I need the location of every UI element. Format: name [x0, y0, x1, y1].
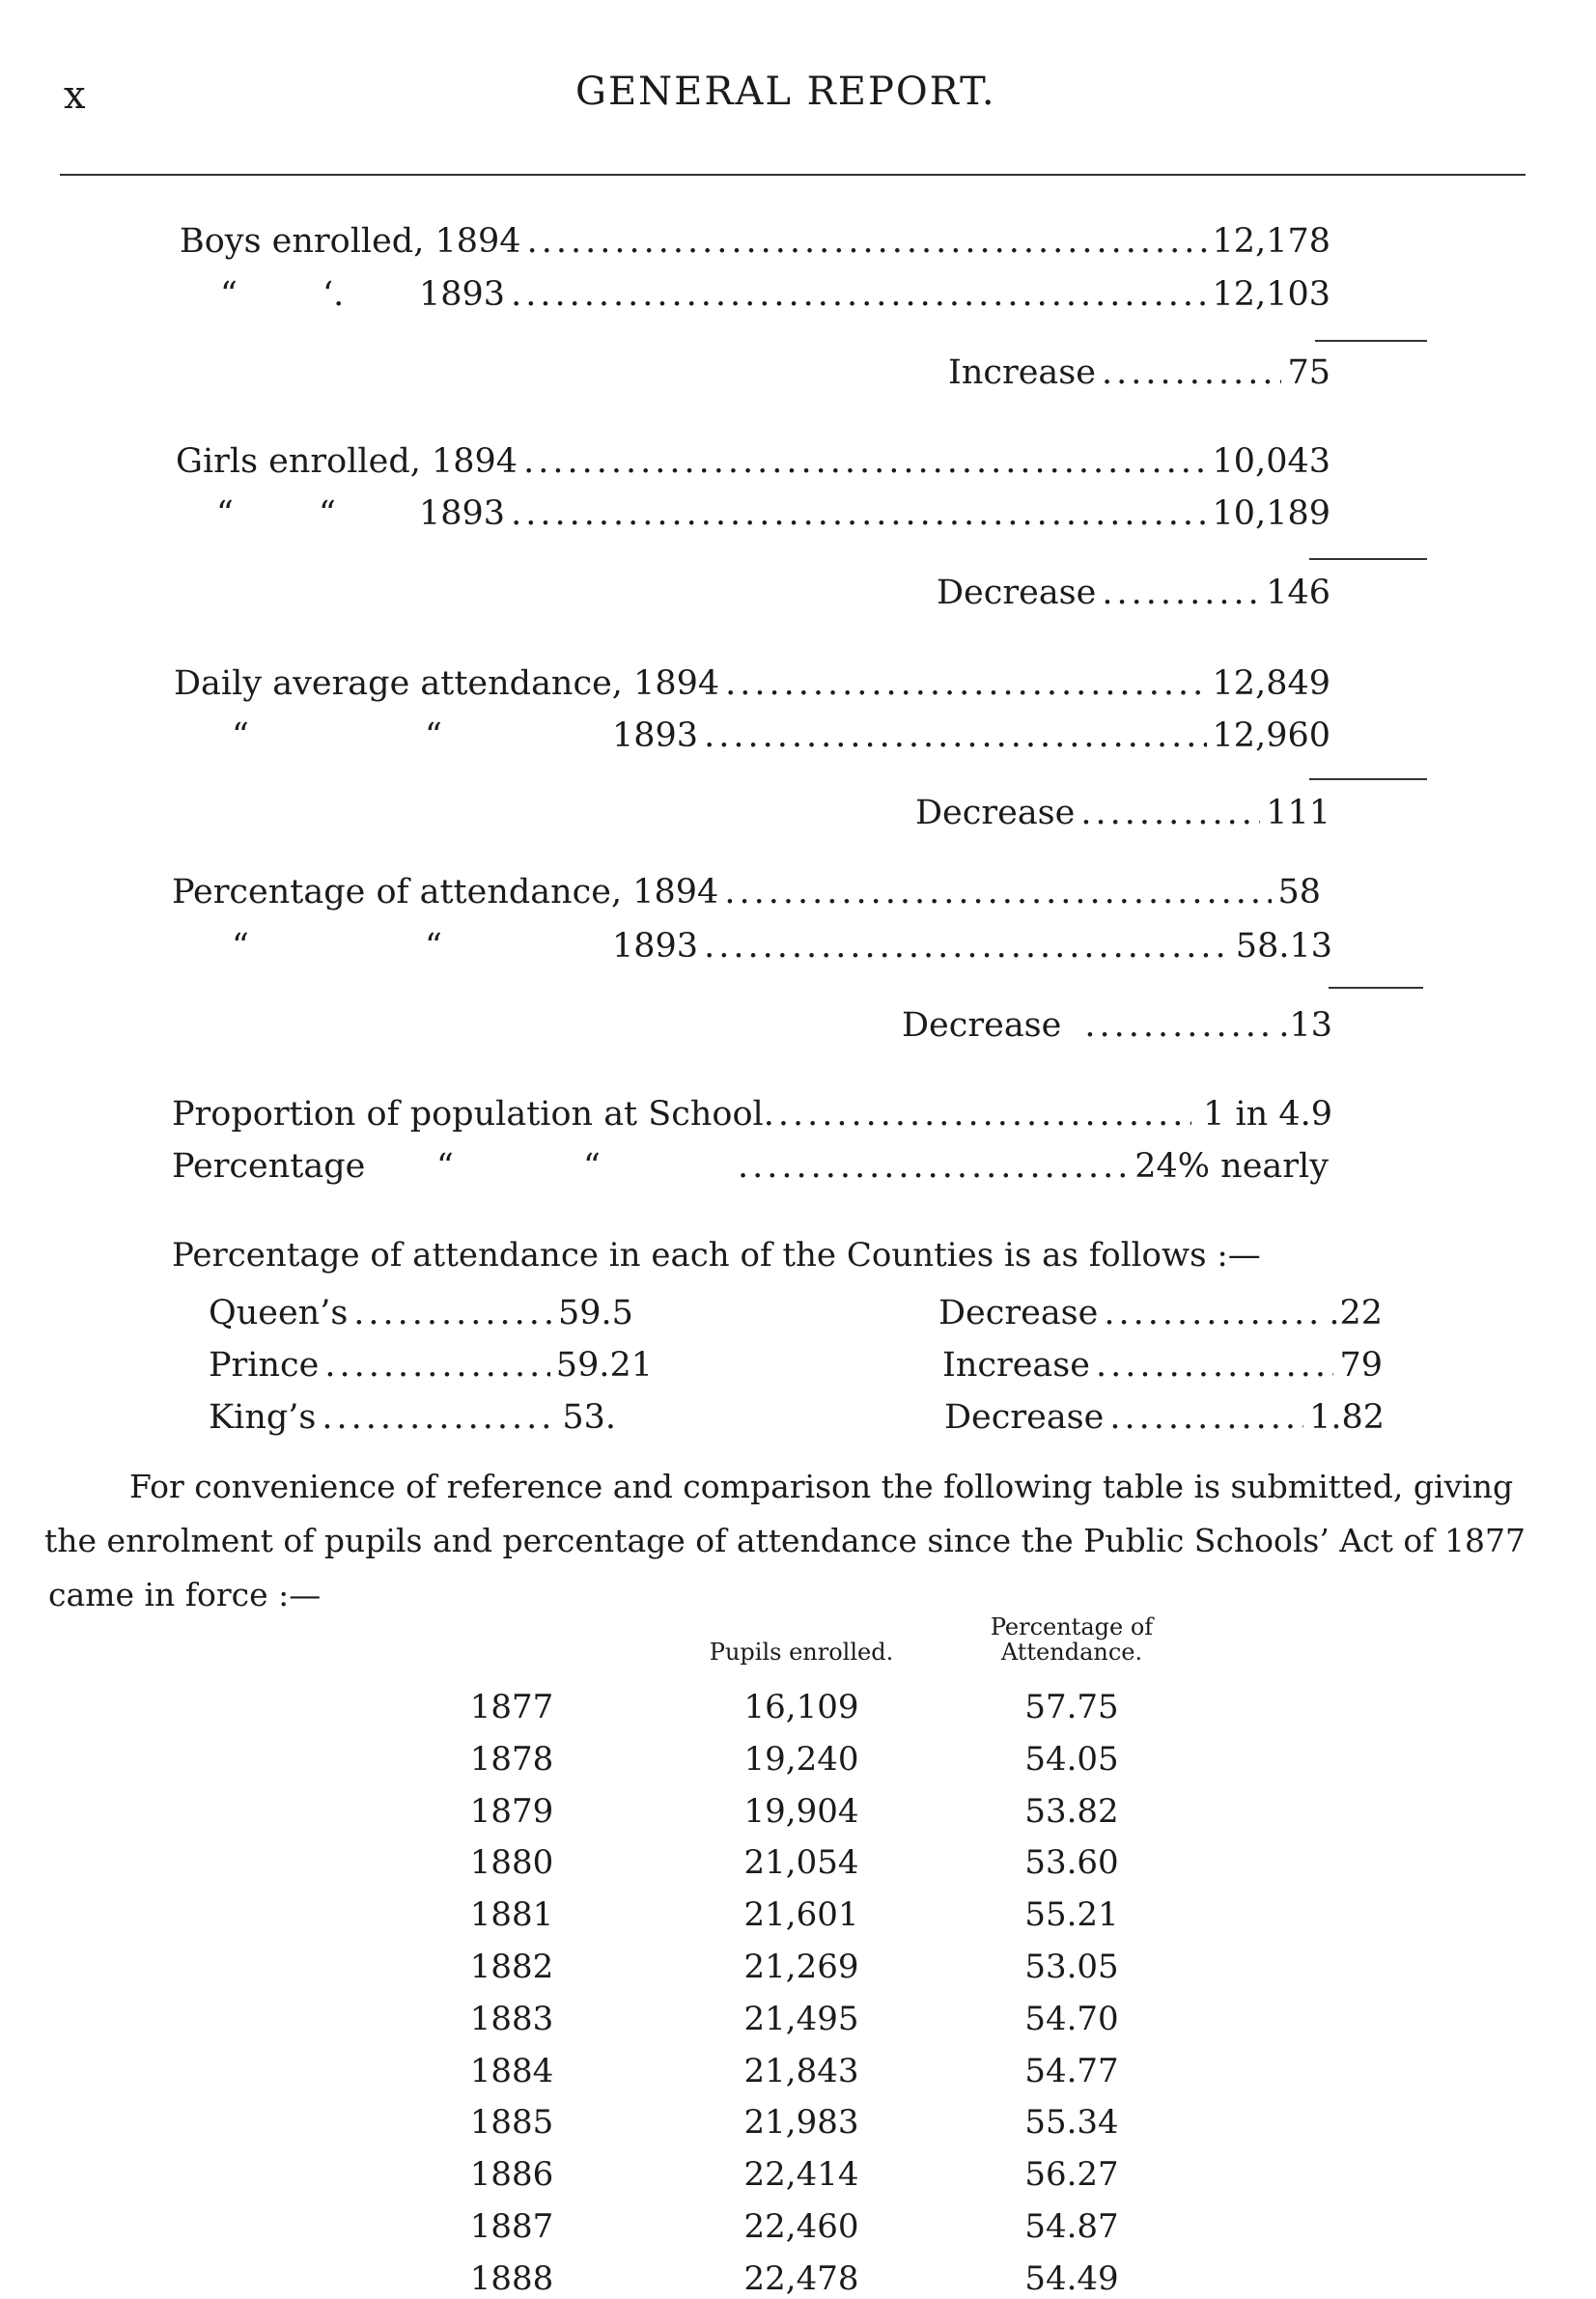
county-name: King’s	[209, 1398, 317, 1437]
row-pupils: 21,601	[743, 1895, 859, 1934]
boys-1894-value: 12,178	[1212, 222, 1330, 261]
row-percentage: 55.21	[1024, 1895, 1119, 1934]
county-value: 59.5	[558, 1294, 633, 1332]
ditto-mark: “	[319, 494, 336, 533]
ditto-mark: “	[425, 716, 442, 755]
ditto-mark: “	[232, 716, 249, 755]
ditto-mark: “	[232, 927, 249, 966]
sum-rule	[1315, 340, 1427, 342]
county-row-queens	[209, 1294, 645, 1332]
county-value: 59.21	[555, 1346, 653, 1385]
county-change-value: 1.82	[1309, 1398, 1385, 1437]
daily-year-1894: 1894	[633, 664, 720, 703]
page-number: x	[64, 73, 88, 118]
row-year: 1878	[469, 1740, 554, 1779]
county-change-label: Decrease	[938, 1294, 1099, 1332]
county-change-value: 79	[1339, 1346, 1383, 1385]
county-change-kings	[944, 1398, 1385, 1437]
row-year: 1883	[469, 2000, 554, 2038]
sum-rule	[1309, 558, 1427, 560]
girls-1894-value: 10,043	[1212, 442, 1330, 481]
boys-1893-value: 12,103	[1212, 275, 1330, 314]
daily-label: Daily average attendance,	[174, 664, 623, 703]
col-header-pupils: Pupils enrolled.	[709, 1639, 894, 1666]
proportion-value: 1 in 4.9	[1203, 1095, 1332, 1134]
row-percentage: 54.77	[1024, 2052, 1119, 2090]
county-change-queens	[938, 1294, 1383, 1332]
row-year: 1884	[469, 2052, 554, 2090]
daily-change-value: 111	[1266, 794, 1330, 832]
row-year: 1888	[469, 2259, 554, 2298]
pct-change-row	[902, 1006, 1332, 1045]
proportion-row	[172, 1095, 1332, 1134]
row-percentage: 53.82	[1024, 1792, 1119, 1831]
row-pupils: 16,109	[743, 1688, 859, 1726]
row-pupils: 21,983	[743, 2103, 859, 2142]
girls-1893-value: 10,189	[1212, 494, 1330, 533]
percentage-label: Percentage	[172, 1147, 366, 1186]
pct-1894-row	[172, 873, 1321, 911]
row-percentage: 54.49	[1024, 2259, 1119, 2298]
row-pupils: 21,495	[743, 2000, 859, 2038]
row-pupils: 21,269	[743, 1948, 859, 1986]
ditto-mark: “	[436, 1147, 454, 1186]
girls-1894-row	[176, 442, 1330, 481]
col-header-pct-line1: Percentage of	[990, 1613, 1154, 1640]
county-change-value: .22	[1329, 1294, 1383, 1332]
row-percentage: 53.60	[1024, 1843, 1119, 1882]
sum-rule	[1309, 778, 1427, 780]
daily-year-1893: 1893	[612, 716, 699, 755]
row-pupils: 22,414	[743, 2155, 859, 2194]
ditto-mark: “	[583, 1147, 601, 1186]
col-header-pct-line2: Attendance.	[1000, 1639, 1143, 1666]
county-row-prince	[209, 1346, 653, 1385]
boys-year-1893: 1893	[419, 275, 506, 314]
row-percentage: 57.75	[1024, 1688, 1119, 1726]
sum-rule	[1329, 987, 1423, 989]
row-year: 1877	[469, 1688, 554, 1726]
daily-1893-row	[612, 716, 1330, 755]
boys-1893-row	[419, 275, 1330, 314]
girls-change-label: Decrease	[937, 574, 1097, 612]
daily-1894-row	[174, 664, 1330, 703]
row-pupils: 19,240	[743, 1740, 859, 1779]
boys-change-value: 75	[1287, 353, 1330, 392]
proportion-label: Proportion of population at School	[172, 1095, 764, 1134]
pct-1893-row	[612, 927, 1332, 966]
row-year: 1879	[469, 1792, 554, 1831]
row-percentage: 54.05	[1024, 1740, 1119, 1779]
pct-year-1894: 1894	[632, 873, 719, 911]
row-pupils: 19,904	[743, 1792, 859, 1831]
pct-label: Percentage of attendance,	[172, 873, 623, 911]
ditto-mark: ‘.	[322, 275, 345, 314]
row-year: 1887	[469, 2207, 554, 2246]
row-year: 1886	[469, 2155, 554, 2194]
girls-1893-row	[419, 494, 1330, 533]
daily-1893-value: 12,960	[1212, 716, 1330, 755]
pct-change-label: Decrease	[902, 1006, 1062, 1045]
row-percentage: 54.87	[1024, 2207, 1119, 2246]
girls-year-1893: 1893	[419, 494, 506, 533]
counties-intro: Percentage of attendance in each of the Counties is as follows :—	[172, 1236, 1261, 1275]
row-year: 1885	[469, 2103, 554, 2142]
girls-change-value: 146	[1266, 574, 1330, 612]
ditto-mark: “	[216, 494, 234, 533]
paragraph-line-3: came in force :—	[48, 1576, 322, 1613]
row-percentage: 55.34	[1024, 2103, 1119, 2142]
county-row-kings	[209, 1398, 616, 1437]
county-name: Prince	[209, 1346, 320, 1385]
row-percentage: 53.05	[1024, 1948, 1119, 1986]
paragraph-line-2: the enrolment of pupils and percentage of attendance since the Public Schools’ Act of 1877	[44, 1522, 1526, 1559]
paragraph-line-1: For convenience of reference and comparison the following table is submitted, giving	[129, 1468, 1514, 1505]
row-year: 1880	[469, 1843, 554, 1882]
percentage-value: 24% nearly	[1134, 1147, 1329, 1186]
boys-change-label: Increase	[948, 353, 1096, 392]
county-value: 53.	[562, 1398, 616, 1437]
row-pupils: 21,054	[743, 1843, 859, 1882]
girls-change-row	[937, 574, 1330, 612]
girls-label: Girls enrolled,	[176, 442, 421, 481]
county-change-label: Increase	[942, 1346, 1090, 1385]
header-rule	[60, 174, 1526, 176]
percentage-row	[738, 1147, 1329, 1186]
boys-change-row	[948, 353, 1330, 392]
daily-change-row	[915, 794, 1330, 832]
girls-year-1894: 1894	[432, 442, 518, 481]
boys-year-1894: 1894	[434, 222, 521, 261]
page-title: GENERAL REPORT.	[575, 70, 996, 114]
daily-change-label: Decrease	[915, 794, 1076, 832]
county-change-label: Decrease	[944, 1398, 1105, 1437]
county-name: Queen’s	[209, 1294, 349, 1332]
row-pupils: 21,843	[743, 2052, 859, 2090]
pct-1893-value: 58.13	[1235, 927, 1332, 966]
row-percentage: 54.70	[1024, 2000, 1119, 2038]
boys-1894-row	[180, 222, 1330, 261]
ditto-mark: “	[220, 275, 238, 314]
county-change-prince	[942, 1346, 1383, 1385]
row-pupils: 22,478	[743, 2259, 859, 2298]
boys-label: Boys enrolled,	[180, 222, 425, 261]
pct-change-value: .13	[1278, 1006, 1332, 1045]
pct-year-1893: 1893	[612, 927, 699, 966]
row-percentage: 56.27	[1024, 2155, 1119, 2194]
daily-1894-value: 12,849	[1212, 664, 1330, 703]
row-pupils: 22,460	[743, 2207, 859, 2246]
row-year: 1881	[469, 1895, 554, 1934]
row-year: 1882	[469, 1948, 554, 1986]
pct-1894-value: 58	[1277, 873, 1321, 911]
ditto-mark: “	[425, 927, 442, 966]
